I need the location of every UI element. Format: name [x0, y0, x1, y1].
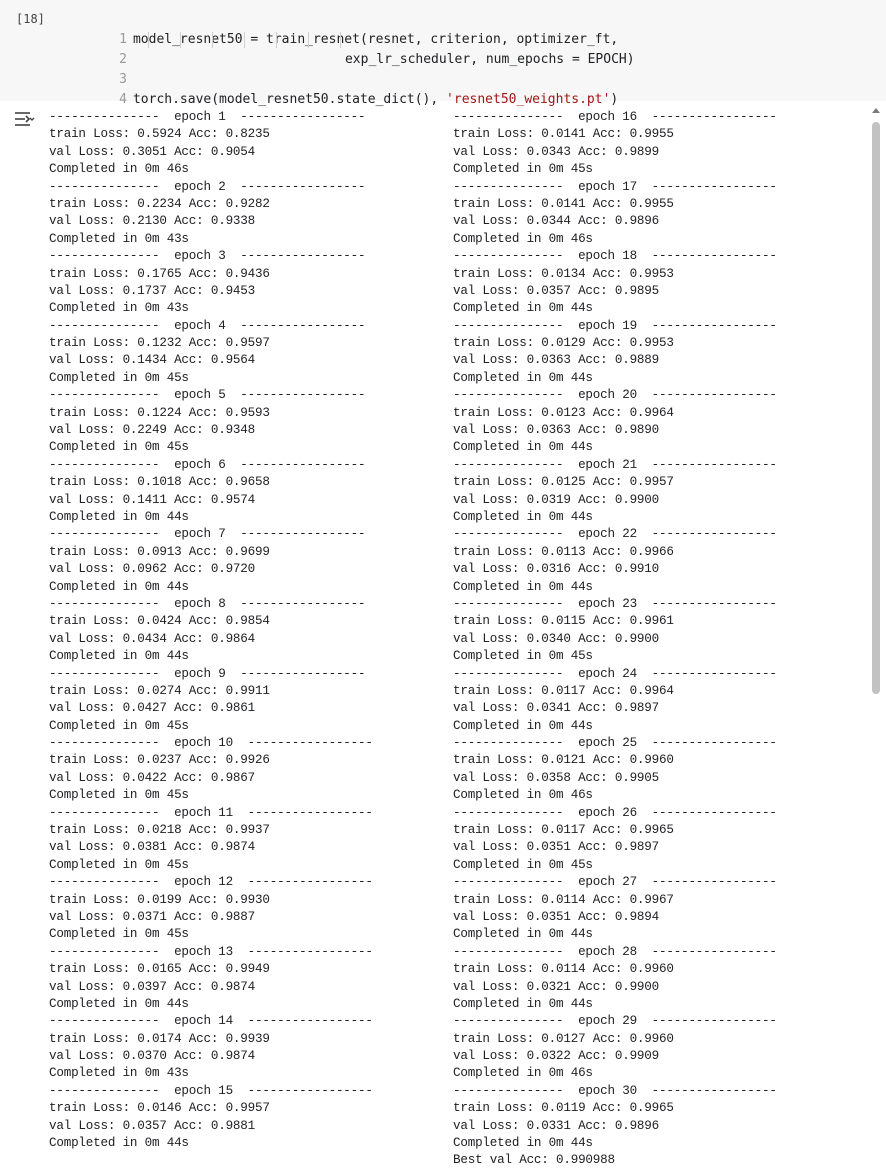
epoch-block: [453, 248, 777, 318]
epoch-block: [453, 318, 777, 388]
epoch-header-line: --------------- epoch 9 -----------------: [49, 666, 366, 681]
epoch-block: [453, 387, 777, 457]
epoch-val-line: val Loss: 0.0343 Acc: 0.9899: [453, 144, 660, 159]
epoch-header-line: --------------- epoch 29 -----------------: [453, 1014, 777, 1029]
epoch-train-line: train Loss: 0.0913 Acc: 0.9699: [49, 544, 270, 559]
epoch-val-line: val Loss: 0.0363 Acc: 0.9889: [453, 353, 660, 368]
epoch-block: [453, 1013, 777, 1083]
epoch-block: [49, 318, 373, 388]
code-text[interactable]: torch.save(model_resnet50.state_dict(),: [132, 92, 447, 107]
epoch-header-line: --------------- epoch 10 -----------------: [49, 736, 373, 751]
line-number: 4: [119, 92, 127, 107]
epoch-val-line: val Loss: 0.0340 Acc: 0.9900: [453, 631, 660, 646]
epoch-block: [453, 735, 777, 805]
epoch-val-line: val Loss: 0.0351 Acc: 0.9897: [453, 840, 660, 855]
epoch-time-line: Completed in 0m 45s: [49, 370, 189, 385]
epoch-train-line: train Loss: 0.0134 Acc: 0.9953: [453, 266, 674, 281]
epoch-header-line: --------------- epoch 27 -----------------: [453, 875, 777, 890]
code-editor[interactable]: [60, 10, 635, 107]
epoch-block: [453, 179, 777, 249]
epoch-block: [49, 387, 373, 457]
scroll-up-arrow-icon[interactable]: [872, 108, 880, 113]
epoch-val-line: val Loss: 0.0381 Acc: 0.9874: [49, 840, 256, 855]
epoch-block: [49, 526, 373, 596]
epoch-block: [49, 457, 373, 527]
epoch-block: [453, 805, 777, 875]
epoch-block: [453, 457, 777, 527]
epoch-block: [49, 596, 373, 666]
epoch-time-line: Completed in 0m 44s: [453, 996, 593, 1011]
output-scrollbar[interactable]: [870, 104, 882, 1170]
code-text[interactable]: model_resnet50 = train_resnet(resnet, criterion, optimizer_ft,: [132, 32, 619, 47]
epoch-val-line: val Loss: 0.0434 Acc: 0.9864: [49, 631, 256, 646]
epoch-time-line: Completed in 0m 44s: [453, 1136, 593, 1151]
epoch-header-line: --------------- epoch 28 -----------------: [453, 944, 777, 959]
line-number: 3: [119, 72, 127, 87]
epoch-time-line: Completed in 0m 43s: [49, 301, 189, 316]
epoch-train-line: train Loss: 0.0119 Acc: 0.9965: [453, 1101, 674, 1116]
epoch-val-line: val Loss: 0.0322 Acc: 0.9909: [453, 1049, 660, 1064]
epoch-val-line: val Loss: 0.2130 Acc: 0.9338: [49, 214, 256, 229]
code-cell[interactable]: [0, 0, 886, 107]
epoch-train-line: train Loss: 0.0165 Acc: 0.9949: [49, 962, 270, 977]
epoch-val-line: val Loss: 0.0321 Acc: 0.9900: [453, 979, 660, 994]
epoch-time-line: Completed in 0m 46s: [49, 162, 189, 177]
epoch-train-line: train Loss: 0.1765 Acc: 0.9436: [49, 266, 270, 281]
epoch-block: [453, 944, 777, 1014]
epoch-val-line: val Loss: 0.0370 Acc: 0.9874: [49, 1049, 256, 1064]
epoch-header-line: --------------- epoch 13 -----------------: [49, 944, 373, 959]
epoch-time-line: Completed in 0m 44s: [453, 301, 593, 316]
epoch-val-line: val Loss: 0.1434 Acc: 0.9564: [49, 353, 256, 368]
code-line[interactable]: [60, 30, 635, 67]
epoch-block: [49, 1013, 373, 1083]
epoch-block: [453, 526, 777, 596]
epoch-val-line: val Loss: 0.0341 Acc: 0.9897: [453, 701, 660, 716]
epoch-val-line: val Loss: 0.0316 Acc: 0.9910: [453, 562, 660, 577]
epoch-train-line: train Loss: 0.0115 Acc: 0.9961: [453, 614, 674, 629]
epoch-block: [453, 109, 777, 179]
epoch-train-line: train Loss: 0.0218 Acc: 0.9937: [49, 823, 270, 838]
epoch-block: [49, 666, 373, 736]
epoch-header-line: --------------- epoch 12 -----------------: [49, 875, 373, 890]
code-line[interactable]: [60, 70, 635, 107]
epoch-block: [49, 735, 373, 805]
epoch-header-line: --------------- epoch 30 -----------------: [453, 1083, 777, 1098]
epoch-train-line: train Loss: 0.1224 Acc: 0.9593: [49, 405, 270, 420]
epoch-header-line: --------------- epoch 17 -----------------: [453, 179, 777, 194]
epoch-header-line: --------------- epoch 22 -----------------: [453, 527, 777, 542]
epoch-time-line: Completed in 0m 45s: [49, 788, 189, 803]
epoch-val-line: val Loss: 0.0358 Acc: 0.9905: [453, 770, 660, 785]
output-column-left: [49, 109, 373, 1152]
epoch-train-line: train Loss: 0.0146 Acc: 0.9957: [49, 1101, 270, 1116]
epoch-time-line: Completed in 0m 43s: [49, 231, 189, 246]
epoch-header-line: --------------- epoch 18 -----------------: [453, 249, 777, 264]
epoch-val-line: val Loss: 0.0422 Acc: 0.9867: [49, 770, 256, 785]
epoch-block: [453, 666, 777, 736]
epoch-val-line: val Loss: 0.0363 Acc: 0.9890: [453, 423, 660, 438]
epoch-train-line: train Loss: 0.0141 Acc: 0.9955: [453, 127, 674, 142]
epoch-train-line: train Loss: 0.0121 Acc: 0.9960: [453, 753, 674, 768]
epoch-val-line: val Loss: 0.0331 Acc: 0.9896: [453, 1118, 660, 1133]
epoch-time-line: Completed in 0m 44s: [49, 1136, 189, 1151]
epoch-train-line: train Loss: 0.1232 Acc: 0.9597: [49, 336, 270, 351]
epoch-train-line: train Loss: 0.0424 Acc: 0.9854: [49, 614, 270, 629]
epoch-val-line: val Loss: 0.0357 Acc: 0.9895: [453, 283, 660, 298]
epoch-time-line: Completed in 0m 44s: [453, 370, 593, 385]
code-text[interactable]: ): [610, 92, 619, 107]
epoch-block: [49, 179, 373, 249]
line-number: 2: [119, 52, 127, 67]
epoch-train-line: train Loss: 0.0274 Acc: 0.9911: [49, 683, 270, 698]
epoch-time-line: Completed in 0m 45s: [49, 857, 189, 872]
epoch-block: [49, 1083, 373, 1153]
epoch-train-line: train Loss: 0.0199 Acc: 0.9930: [49, 892, 270, 907]
code-text[interactable]: exp_lr_scheduler, num_epochs = EPOCH): [344, 52, 635, 67]
epoch-val-line: val Loss: 0.0427 Acc: 0.9861: [49, 701, 256, 716]
epoch-train-line: train Loss: 0.0114 Acc: 0.9967: [453, 892, 674, 907]
epoch-time-line: Completed in 0m 45s: [453, 857, 593, 872]
epoch-val-line: val Loss: 0.0319 Acc: 0.9900: [453, 492, 660, 507]
epoch-train-line: train Loss: 0.1018 Acc: 0.9658: [49, 475, 270, 490]
epoch-header-line: --------------- epoch 25 -----------------: [453, 736, 777, 751]
epoch-train-line: train Loss: 0.0129 Acc: 0.9953: [453, 336, 674, 351]
epoch-header-line: --------------- epoch 20 -----------------: [453, 388, 777, 403]
epoch-block: [49, 805, 373, 875]
epoch-train-line: train Loss: 0.0117 Acc: 0.9964: [453, 683, 674, 698]
epoch-header-line: --------------- epoch 14 -----------------: [49, 1014, 373, 1029]
epoch-header-line: --------------- epoch 1 -----------------: [49, 110, 366, 124]
epoch-block: [453, 1083, 777, 1153]
epoch-train-line: train Loss: 0.0114 Acc: 0.9960: [453, 962, 674, 977]
epoch-train-line: train Loss: 0.2234 Acc: 0.9282: [49, 196, 270, 211]
epoch-header-line: --------------- epoch 5 -----------------: [49, 388, 366, 403]
epoch-time-line: Completed in 0m 45s: [453, 649, 593, 664]
epoch-header-line: --------------- epoch 26 -----------------: [453, 805, 777, 820]
epoch-time-line: Completed in 0m 46s: [453, 1066, 593, 1081]
epoch-header-line: --------------- epoch 16 -----------------: [453, 110, 777, 124]
epoch-time-line: Completed in 0m 44s: [49, 579, 189, 594]
epoch-header-line: --------------- epoch 11 -----------------: [49, 805, 373, 820]
epoch-time-line: Completed in 0m 45s: [453, 162, 593, 177]
epoch-time-line: Completed in 0m 45s: [49, 718, 189, 733]
epoch-train-line: train Loss: 0.0117 Acc: 0.9965: [453, 823, 674, 838]
epoch-val-line: val Loss: 0.2249 Acc: 0.9348: [49, 423, 256, 438]
epoch-header-line: --------------- epoch 23 -----------------: [453, 596, 777, 611]
epoch-train-line: train Loss: 0.0113 Acc: 0.9966: [453, 544, 674, 559]
line-number: 1: [119, 32, 127, 47]
epoch-train-line: train Loss: 0.0123 Acc: 0.9964: [453, 405, 674, 420]
epoch-train-line: train Loss: 0.0125 Acc: 0.9957: [453, 475, 674, 490]
epoch-header-line: --------------- epoch 2 -----------------: [49, 179, 366, 194]
epoch-header-line: --------------- epoch 4 -----------------: [49, 318, 366, 333]
epoch-time-line: Completed in 0m 45s: [49, 927, 189, 942]
epoch-block: [49, 109, 373, 179]
epoch-header-line: --------------- epoch 21 -----------------: [453, 457, 777, 472]
epoch-val-line: val Loss: 0.0962 Acc: 0.9720: [49, 562, 256, 577]
code-string[interactable]: 'resnet50_weights.pt': [446, 92, 611, 107]
epoch-val-line: val Loss: 0.0344 Acc: 0.9896: [453, 214, 660, 229]
epoch-val-line: val Loss: 0.0397 Acc: 0.9874: [49, 979, 256, 994]
epoch-header-line: --------------- epoch 3 -----------------: [49, 249, 366, 264]
epoch-time-line: Completed in 0m 43s: [49, 1066, 189, 1081]
epoch-block: [453, 596, 777, 666]
epoch-train-line: train Loss: 0.5924 Acc: 0.8235: [49, 127, 270, 142]
code-line[interactable]: [60, 50, 635, 87]
epoch-time-line: Completed in 0m 44s: [453, 718, 593, 733]
epoch-header-line: --------------- epoch 15 -----------------: [49, 1083, 373, 1098]
epoch-block: [49, 248, 373, 318]
epoch-train-line: train Loss: 0.0141 Acc: 0.9955: [453, 196, 674, 211]
epoch-time-line: Completed in 0m 44s: [49, 649, 189, 664]
epoch-header-line: --------------- epoch 8 -----------------: [49, 596, 366, 611]
epoch-time-line: Completed in 0m 44s: [49, 996, 189, 1011]
epoch-header-line: --------------- epoch 24 -----------------: [453, 666, 777, 681]
epoch-header-line: --------------- epoch 6 -----------------: [49, 457, 366, 472]
epoch-train-line: train Loss: 0.0237 Acc: 0.9926: [49, 753, 270, 768]
epoch-time-line: Completed in 0m 46s: [453, 231, 593, 246]
epoch-time-line: Completed in 0m 44s: [453, 927, 593, 942]
epoch-time-line: Completed in 0m 44s: [49, 509, 189, 524]
epoch-val-line: val Loss: 0.0371 Acc: 0.9887: [49, 909, 256, 924]
epoch-val-line: val Loss: 0.0357 Acc: 0.9881: [49, 1118, 256, 1133]
epoch-block: [49, 874, 373, 944]
epoch-time-line: Completed in 0m 46s: [453, 788, 593, 803]
output-toggle-icon[interactable]: [13, 110, 35, 128]
epoch-header-line: --------------- epoch 7 -----------------: [49, 527, 366, 542]
epoch-val-line: val Loss: 0.3051 Acc: 0.9054: [49, 144, 256, 159]
epoch-time-line: Completed in 0m 44s: [453, 579, 593, 594]
epoch-train-line: train Loss: 0.0174 Acc: 0.9939: [49, 1031, 270, 1046]
epoch-header-line: --------------- epoch 19 -----------------: [453, 318, 777, 333]
epoch-block: [453, 874, 777, 944]
epoch-val-line: val Loss: 0.1737 Acc: 0.9453: [49, 283, 256, 298]
epoch-block: [49, 944, 373, 1014]
epoch-time-line: Completed in 0m 44s: [453, 440, 593, 455]
output-column-right: [453, 109, 777, 1170]
epoch-time-line: Completed in 0m 45s: [49, 440, 189, 455]
scroll-thumb[interactable]: [872, 122, 880, 694]
execution-count[interactable]: [18]: [16, 12, 45, 26]
best-val-acc-line: Best val Acc: 0.990988: [453, 1153, 615, 1168]
epoch-train-line: train Loss: 0.0127 Acc: 0.9960: [453, 1031, 674, 1046]
epoch-time-line: Completed in 0m 44s: [453, 509, 593, 524]
epoch-val-line: val Loss: 0.0351 Acc: 0.9894: [453, 909, 660, 924]
epoch-val-line: val Loss: 0.1411 Acc: 0.9574: [49, 492, 256, 507]
code-line[interactable]: [60, 10, 635, 47]
